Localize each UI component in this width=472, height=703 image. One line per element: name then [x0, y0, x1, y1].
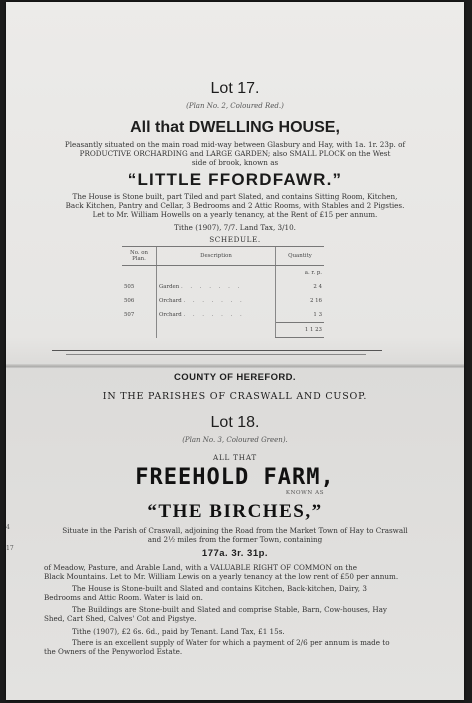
the-birches-title: “THE BIRCHES,”	[147, 501, 323, 522]
margin-mark: 4	[6, 524, 10, 531]
lot-18-all-that: ALL THAT	[212, 453, 258, 462]
lot-17-tithe: Tithe (1907), 7/7. Land Tax, 3/10.	[174, 223, 296, 232]
known-as-label: KNOWN AS	[285, 490, 325, 496]
schedule-plan-no: 505	[124, 284, 135, 290]
schedule-quantity: 1 3	[276, 308, 325, 323]
lot-17-house-line-1: The House is Stone built, part Tiled and part Slated, and contains Sitting Room, Kitchen,	[72, 192, 398, 201]
document-page	[6, 2, 464, 700]
lot-18-plan-note: (Plan No. 3, Coloured Green).	[182, 436, 288, 444]
lot-17-heading: Lot 17.	[210, 80, 260, 97]
schedule-title: SCHEDULE.	[209, 235, 261, 244]
schedule-table	[122, 246, 324, 338]
schedule-units: a. r. p.	[276, 266, 325, 281]
schedule-header-quantity: Quantity	[276, 247, 325, 266]
margin-mark: 17	[6, 545, 14, 552]
lot-18-water-paragraph: There is an excellent supply of Water for which a payment of 2/6 per annum is made to the Owners of the Penyworlod Estate.	[44, 638, 390, 657]
page-fold	[6, 364, 464, 369]
lot-17-house-line-2: Back Kitchen, Pantry and Cellar, 3 Bedrooms and 2 Attic Rooms, with Stables and 2 Pigsties.	[65, 201, 405, 210]
schedule-plan-no: 506	[124, 298, 135, 304]
freehold-farm-title: FREEHOLD FARM,	[135, 465, 335, 490]
county-heading: COUNTY OF HEREFORD.	[174, 372, 296, 383]
lot-17-all-that: All that DWELLING HOUSE,	[130, 119, 340, 136]
divider-rule	[66, 354, 366, 355]
schedule-quantity: 2 16	[276, 294, 325, 308]
schedule-description: Orchard . . . . . . .	[157, 294, 276, 308]
schedule-description: Orchard . . . . . . .	[157, 308, 276, 323]
lot-18-heading: Lot 18.	[210, 414, 260, 431]
lot-17-desc-line-1: Pleasantly situated on the main road mid-way between Glasbury and Hay, with 1a. 1r. 23p. of	[64, 140, 406, 149]
schedule-description: Garden . . . . . . .	[157, 280, 276, 294]
schedule-total: 1 1 23	[276, 323, 325, 338]
schedule-quantity: 2 4	[276, 280, 325, 294]
lot-18-tithe: Tithe (1907), £2 6s. 6d., paid by Tenant. Land Tax, £1 15s.	[72, 627, 285, 636]
lot-18-house-paragraph: The House is Stone-built and Slated and contains Kitchen, Back-kitchen, Dairy, 3 Bedrooms and Attic Room. Water is laid on.	[44, 584, 367, 603]
schedule-total-row	[122, 323, 324, 338]
lot-18-meadow-paragraph: of Meadow, Pasture, and Arable Land, with a VALUABLE RIGHT OF COMMON on the Black Mountains. Let to Mr. William Lewis on a yearly tenancy at the low rent of £50 per annum.	[44, 563, 399, 582]
lot-17-plan-note: (Plan No. 2, Coloured Red.)	[186, 102, 284, 110]
lot-18-situate-line-2: and 2½ miles from the former Town, containing	[147, 535, 323, 544]
table-row	[122, 308, 324, 323]
parishes-heading: IN THE PARISHES OF CRASWALL AND CUSOP.	[102, 391, 368, 402]
lot-17-desc-line-3: side of brook, known as	[191, 158, 279, 167]
acreage: 177a. 3r. 31p.	[201, 548, 269, 559]
lot-18-situate-line-1: Situate in the Parish of Craswall, adjoining the Road from the Market Town of Hay to Craswall	[62, 526, 408, 535]
schedule-header-description: Description	[157, 247, 276, 266]
schedule-plan-no: 507	[124, 312, 135, 319]
divider-rule	[52, 350, 382, 351]
table-row	[122, 294, 324, 308]
schedule-units-row	[122, 266, 324, 281]
lot-17-desc-line-2: PRODUCTIVE ORCHARDING and LARGE GARDEN; also SMALL PLOCK on the West	[79, 149, 391, 158]
lot-17-property-name: “LITTLE FFORDFAWR.”	[127, 170, 343, 189]
schedule-header-plan: No. on Plan.	[122, 247, 157, 266]
table-row	[122, 280, 324, 294]
lot-18-buildings-paragraph: The Buildings are Stone-built and Slated and comprise Stable, Barn, Cow-houses, Hay Shed, Cart Shed, Calves' Cot and Pigstye.	[44, 605, 387, 624]
lot-17-house-line-3: Let to Mr. William Howells on a yearly tenancy, at the Rent of £15 per annum.	[92, 210, 378, 219]
